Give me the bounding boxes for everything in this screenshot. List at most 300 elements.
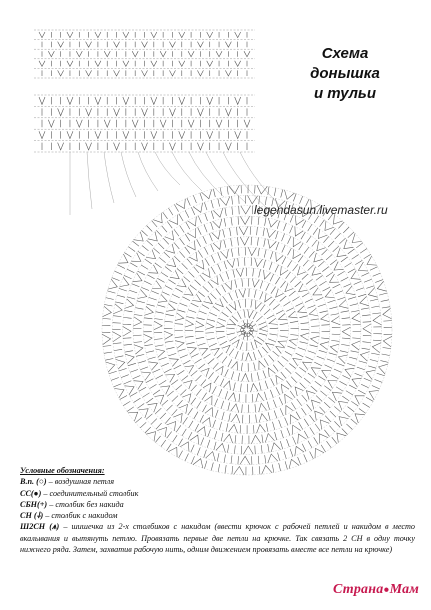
round-stitch <box>191 371 197 376</box>
band-fan-stitch <box>169 42 175 48</box>
round-stitch <box>232 316 238 322</box>
round-stitch <box>293 437 296 445</box>
round-fan-stitch <box>372 343 381 353</box>
round-stitch <box>204 247 208 254</box>
round-stitch <box>382 307 390 308</box>
round-stitch <box>169 208 173 215</box>
round-stitch <box>290 391 295 398</box>
round-stitch <box>380 361 388 363</box>
band-fan-stitch <box>142 143 148 150</box>
round-stitch <box>177 310 185 312</box>
round-stitch <box>364 279 372 282</box>
round-stitch <box>260 305 265 312</box>
round-stitch <box>258 217 259 225</box>
round-fan-stitch <box>174 414 183 423</box>
round-stitch <box>185 336 193 337</box>
round-fan-stitch <box>152 281 161 289</box>
round-fan-stitch <box>314 253 323 262</box>
round-stitch <box>264 309 270 315</box>
round-fan-stitch <box>312 400 321 409</box>
round-stitch <box>178 439 182 446</box>
round-stitch <box>276 242 279 250</box>
round-stitch <box>310 345 318 347</box>
round-guide <box>154 237 340 423</box>
round-fan-stitch <box>166 304 175 312</box>
round-stitch <box>244 310 245 318</box>
round-stitch <box>157 278 164 282</box>
round-fan-stitch <box>280 266 288 275</box>
round-stitch <box>139 387 146 391</box>
round-stitch <box>167 405 173 411</box>
band-fan-stitch <box>86 143 92 150</box>
round-fan-stitch <box>293 249 301 258</box>
band-fan-stitch <box>225 108 231 115</box>
round-stitch <box>281 190 283 198</box>
round-stitch <box>307 404 312 411</box>
round-fan-stitch <box>278 341 287 347</box>
round-stitch <box>231 371 234 379</box>
round-stitch <box>175 324 183 325</box>
round-stitch <box>348 297 356 299</box>
round-stitch <box>211 267 215 274</box>
round-stitch <box>210 293 216 299</box>
round-fan-stitch <box>276 347 285 354</box>
round-stitch <box>286 272 291 279</box>
round-stitch <box>290 335 298 336</box>
round-stitch <box>278 453 280 461</box>
round-stitch <box>238 300 240 308</box>
round-fan-stitch <box>322 371 331 379</box>
round-fan-stitch <box>215 299 223 307</box>
round-stitch <box>188 408 193 415</box>
round-stitch <box>127 269 134 273</box>
round-stitch <box>204 225 207 233</box>
round-stitch <box>271 287 276 294</box>
round-fan-stitch <box>184 288 193 296</box>
round-stitch <box>276 310 283 314</box>
round-stitch <box>363 403 370 407</box>
round-stitch <box>299 243 304 250</box>
round-stitch <box>173 435 178 442</box>
round-stitch <box>259 333 267 335</box>
round-fan-stitch <box>299 284 308 292</box>
round-stitch <box>355 260 362 264</box>
round-stitch <box>160 413 166 419</box>
round-stitch <box>146 351 154 353</box>
round-stitch <box>338 222 344 228</box>
round-stitch <box>296 353 304 357</box>
round-stitch <box>284 451 286 459</box>
round-stitch <box>155 263 162 268</box>
round-stitch <box>341 311 349 313</box>
round-stitch <box>178 349 186 351</box>
round-stitch <box>360 249 367 254</box>
round-stitch <box>205 213 208 221</box>
round-stitch <box>324 402 330 408</box>
round-fan-stitch <box>123 327 131 337</box>
round-stitch <box>254 290 256 298</box>
round-guide <box>175 258 320 403</box>
round-fan-stitch <box>144 334 153 343</box>
connector-line <box>121 152 136 197</box>
round-stitch <box>253 268 254 276</box>
round-stitch <box>165 417 170 423</box>
round-stitch <box>293 194 296 202</box>
round-stitch <box>211 211 213 219</box>
round-stitch <box>282 234 285 242</box>
round-stitch <box>310 428 315 435</box>
round-fan-stitch <box>290 415 298 424</box>
round-stitch <box>331 314 339 316</box>
round-stitch <box>228 445 229 453</box>
round-stitch <box>134 398 141 402</box>
round-stitch <box>354 281 362 284</box>
round-fan-stitch <box>265 434 274 443</box>
round-fan-stitch <box>313 288 322 295</box>
round-stitch <box>226 423 228 431</box>
round-stitch <box>234 445 235 453</box>
round-stitch <box>134 342 142 343</box>
round-stitch <box>112 278 120 281</box>
round-stitch <box>191 354 198 358</box>
round-stitch <box>349 357 357 359</box>
round-stitch <box>268 444 269 452</box>
band-fan-stitch <box>151 131 157 138</box>
round-stitch <box>216 331 224 332</box>
round-stitch <box>308 224 312 231</box>
round-stitch <box>263 371 266 379</box>
legend-abbr: СС(●) <box>20 488 42 498</box>
round-fan-stitch <box>177 279 186 287</box>
round-stitch <box>211 222 214 230</box>
round-stitch <box>166 314 174 316</box>
round-fan-stitch <box>363 324 371 334</box>
round-stitch <box>218 253 221 261</box>
round-stitch <box>155 319 163 320</box>
round-stitch <box>270 274 274 282</box>
round-fan-stitch <box>339 300 348 309</box>
round-stitch <box>375 280 383 283</box>
round-stitch <box>318 304 326 307</box>
round-stitch <box>239 196 240 204</box>
round-fan-stitch <box>318 229 327 238</box>
round-fan-stitch <box>223 381 230 390</box>
round-stitch <box>163 212 168 219</box>
round-fan-stitch <box>367 256 377 265</box>
round-stitch <box>304 378 310 383</box>
round-stitch <box>266 423 268 431</box>
round-stitch <box>332 437 337 444</box>
round-stitch <box>238 237 239 245</box>
round-stitch <box>364 378 372 381</box>
round-fan-stitch <box>373 315 382 325</box>
round-stitch <box>311 326 319 327</box>
round-stitch <box>229 349 234 356</box>
round-stitch <box>180 355 188 358</box>
band-fan-stitch <box>244 120 250 127</box>
round-stitch <box>295 303 302 307</box>
round-stitch <box>165 267 172 272</box>
round-stitch <box>127 407 134 412</box>
band-fan-stitch <box>207 61 213 67</box>
round-stitch <box>323 236 328 242</box>
band-fan-stitch <box>123 32 129 38</box>
round-stitch <box>320 220 325 227</box>
round-stitch <box>215 399 218 407</box>
round-stitch <box>119 288 127 291</box>
round-fan-stitch <box>271 443 281 452</box>
round-stitch <box>280 336 288 338</box>
round-stitch <box>381 300 389 302</box>
band-fan-stitch <box>197 143 203 150</box>
round-stitch <box>303 260 308 266</box>
round-stitch <box>257 337 264 342</box>
round-stitch <box>314 437 318 444</box>
round-fan-stitch <box>267 228 276 237</box>
round-stitch <box>338 271 345 275</box>
round-stitch <box>117 295 125 297</box>
round-stitch <box>291 402 295 409</box>
round-stitch <box>240 425 241 433</box>
round-stitch <box>289 291 296 296</box>
round-stitch <box>308 351 316 354</box>
round-fan-stitch <box>332 392 341 401</box>
round-stitch <box>152 221 157 227</box>
round-stitch <box>158 243 164 249</box>
round-stitch <box>239 206 240 214</box>
round-fan-stitch <box>240 456 250 464</box>
round-fan-stitch <box>189 252 197 261</box>
round-stitch <box>197 401 202 408</box>
round-stitch <box>259 382 261 390</box>
round-stitch <box>232 207 233 215</box>
round-stitch <box>271 378 275 385</box>
round-stitch <box>138 361 146 363</box>
round-fan-stitch <box>146 250 155 259</box>
round-stitch <box>157 305 165 307</box>
round-fan-stitch <box>114 389 124 398</box>
round-stitch <box>298 256 303 263</box>
round-stitch <box>155 408 161 414</box>
strana-mam-logo <box>333 582 419 598</box>
round-stitch <box>329 353 337 355</box>
round-stitch <box>111 378 119 381</box>
round-stitch <box>184 277 190 282</box>
diagram-title <box>285 44 405 104</box>
round-stitch <box>183 297 190 301</box>
round-stitch <box>230 228 231 236</box>
round-stitch <box>215 410 218 418</box>
tulle-band-chart-top <box>34 30 255 78</box>
legend-text: – столбик с накидом <box>43 511 118 521</box>
round-stitch <box>231 456 232 464</box>
round-stitch <box>172 396 178 402</box>
round-fan-stitch <box>133 273 143 282</box>
band-fan-stitch <box>179 61 185 67</box>
round-fan-stitch <box>355 414 365 423</box>
round-stitch <box>196 337 204 338</box>
band-fan-stitch <box>142 42 148 48</box>
round-stitch <box>274 188 276 196</box>
round-stitch <box>147 275 154 279</box>
round-stitch <box>308 373 315 378</box>
round-stitch <box>315 381 322 386</box>
round-stitch <box>361 273 369 277</box>
round-fan-stitch <box>315 448 324 458</box>
round-stitch <box>281 430 284 438</box>
round-stitch <box>163 238 169 244</box>
band-fan-stitch <box>132 120 138 127</box>
round-stitch <box>198 251 202 258</box>
round-fan-stitch <box>295 446 304 456</box>
round-fan-stitch <box>139 409 149 418</box>
round-fan-stitch <box>352 378 362 387</box>
round-stitch <box>159 257 165 262</box>
round-fan-stitch <box>213 208 223 217</box>
round-stitch <box>324 430 329 437</box>
round-stitch <box>301 323 309 324</box>
round-stitch <box>140 367 148 370</box>
round-stitch <box>304 419 309 426</box>
round-stitch <box>132 284 140 287</box>
round-stitch <box>310 415 315 422</box>
round-stitch <box>372 386 380 389</box>
round-stitch <box>203 286 209 292</box>
round-stitch <box>177 400 183 406</box>
round-stitch <box>227 186 228 194</box>
round-fan-stitch <box>118 254 128 263</box>
round-stitch <box>290 226 293 234</box>
round-stitch <box>352 338 360 339</box>
round-stitch <box>258 322 266 325</box>
round-stitch <box>362 315 370 316</box>
round-stitch <box>302 293 309 297</box>
round-stitch <box>299 422 303 429</box>
round-stitch <box>200 415 204 422</box>
round-stitch <box>323 287 330 291</box>
round-fan-stitch <box>216 322 225 328</box>
round-fan-stitch <box>231 404 239 413</box>
round-stitch <box>269 299 275 305</box>
round-stitch <box>189 421 193 428</box>
band-fan-stitch <box>225 70 231 76</box>
round-stitch <box>295 372 301 377</box>
round-stitch <box>129 290 137 293</box>
round-stitch <box>382 354 390 356</box>
round-stitch <box>156 375 163 379</box>
round-stitch <box>261 445 262 453</box>
round-fan-stitch <box>239 226 248 234</box>
round-stitch <box>148 357 156 359</box>
crown-circle-chart <box>102 185 392 475</box>
round-stitch <box>330 229 335 235</box>
round-stitch <box>220 341 227 345</box>
round-stitch <box>226 307 232 313</box>
round-stitch <box>222 312 229 317</box>
band-fan-stitch <box>235 32 241 38</box>
round-fan-stitch <box>190 435 199 445</box>
round-stitch <box>162 292 170 295</box>
round-stitch <box>336 387 343 391</box>
round-stitch <box>219 422 221 430</box>
legend-abbr: СБН(+) <box>20 499 48 509</box>
round-stitch <box>343 227 349 233</box>
round-guide <box>216 299 278 361</box>
round-fan-stitch <box>256 393 264 402</box>
round-fan-stitch <box>342 327 350 336</box>
round-stitch <box>362 348 370 349</box>
round-stitch <box>170 301 178 304</box>
round-stitch <box>239 394 240 402</box>
round-stitch <box>259 269 261 277</box>
round-fan-stitch <box>383 336 392 346</box>
band-fan-stitch <box>225 42 231 48</box>
legend-heading: Условные обозначения: <box>20 466 105 475</box>
round-fan-stitch <box>195 321 204 328</box>
round-stitch <box>159 357 167 360</box>
round-stitch <box>335 233 341 239</box>
round-stitch <box>270 251 273 259</box>
round-stitch <box>282 245 285 253</box>
round-fan-stitch <box>153 213 162 223</box>
round-fan-stitch <box>264 270 271 279</box>
round-stitch <box>238 258 239 266</box>
legend-item-double-crochet <box>20 510 415 521</box>
round-fan-stitch <box>133 317 142 326</box>
round-stitch <box>269 262 272 270</box>
round-stitch <box>286 308 294 312</box>
round-stitch <box>195 424 199 431</box>
round-stitch <box>358 294 366 296</box>
logo-left: Страна <box>333 582 384 597</box>
round-stitch <box>186 317 194 319</box>
round-stitch <box>217 353 223 359</box>
round-fan-stitch <box>125 386 135 395</box>
round-stitch <box>191 385 197 391</box>
round-stitch <box>306 357 314 360</box>
round-fan-stitch <box>155 395 164 404</box>
legend <box>20 465 415 555</box>
round-stitch <box>316 298 324 301</box>
round-stitch <box>355 373 363 376</box>
band-fan-stitch <box>179 97 185 104</box>
round-stitch <box>207 440 210 448</box>
round-stitch <box>211 200 213 208</box>
round-fan-stitch <box>134 232 144 241</box>
round-stitch <box>257 238 258 246</box>
round-stitch <box>331 340 339 341</box>
round-stitch <box>280 441 282 449</box>
round-fan-stitch <box>334 262 343 271</box>
round-stitch <box>161 272 168 277</box>
round-stitch <box>200 275 205 281</box>
round-stitch <box>211 255 215 263</box>
band-fan-stitch <box>39 97 45 104</box>
round-fan-stitch <box>222 345 230 353</box>
round-stitch <box>115 271 123 274</box>
round-stitch <box>155 436 160 443</box>
round-stitch <box>235 351 238 359</box>
round-stitch <box>343 412 349 417</box>
round-stitch <box>275 265 279 273</box>
round-stitch <box>265 455 266 463</box>
round-stitch <box>254 363 256 371</box>
round-stitch <box>290 321 298 322</box>
round-stitch <box>333 284 341 288</box>
round-stitch <box>269 355 274 361</box>
round-fan-stitch <box>295 387 303 396</box>
round-stitch <box>305 299 313 303</box>
